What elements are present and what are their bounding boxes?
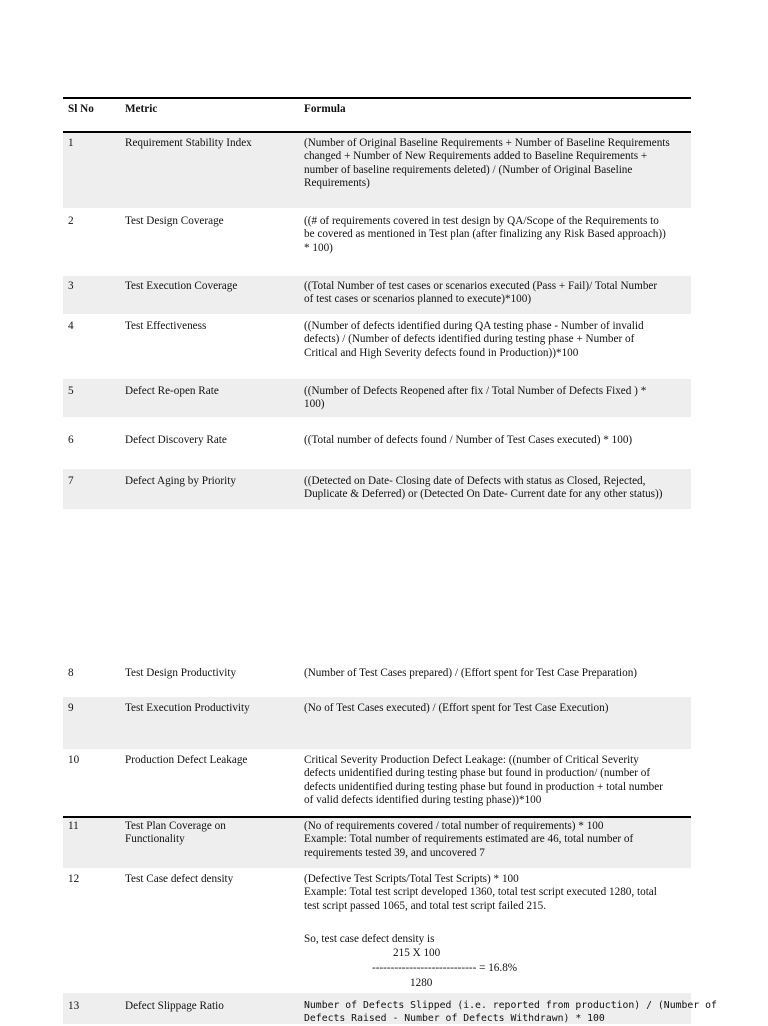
formula-text: (Number of Original Baseline Requirements + Number of Baseline Requirements changed + Number of New Requirements added to Baseline Requirements + number of baseline requirements deleted) / (Number of Original Baseline Requirements) [304, 137, 670, 190]
table-top-rule [63, 97, 691, 99]
header-metric: Metric [125, 103, 158, 115]
formula-text: Number of Defects Slipped (i.e. reported from production) / (Number of Defects Raised - Number of Defects Withdrawn) * 100 [304, 1000, 717, 1025]
header-sl-no: Sl No [68, 103, 94, 115]
row-number: 4 [68, 320, 74, 332]
row-number: 5 [68, 385, 74, 397]
row-number: 9 [68, 702, 74, 714]
calc-intro: So, test case defect density is [304, 933, 435, 945]
metric-name: Test Design Productivity [125, 667, 237, 679]
metric-name: Test Effectiveness [125, 320, 207, 332]
row-number: 3 [68, 280, 74, 292]
formula-text: ((Total Number of test cases or scenarios executed (Pass + Fail)/ Total Number of test cases or scenarios planned to execute)*100) [304, 280, 658, 306]
formula-text: (No of requirements covered / total number of requirements) * 100 Example: Total number of requirements estimated are 46, total number of requirements tested 39, and uncovered 7 [304, 820, 634, 859]
formula-text: Critical Severity Production Defect Leakage: ((number of Critical Severity defects unidentified during testing phase but found in production/ (number of defects unidentified during testing phase but found in production + total number of valid defects identified during testing phase))*100 [304, 754, 663, 807]
metric-name: Requirement Stability Index [125, 137, 252, 149]
metric-name: Production Defect Leakage [125, 754, 248, 766]
formula-text: ((Total number of defects found / Number of Test Cases executed) * 100) [304, 434, 633, 446]
row-number: 13 [68, 1000, 80, 1012]
row-number: 12 [68, 873, 80, 885]
metric-name: Defect Re-open Rate [125, 385, 219, 397]
metric-name: Test Execution Coverage [125, 280, 238, 292]
metric-name: Test Execution Productivity [125, 702, 250, 714]
row-number: 6 [68, 434, 74, 446]
row-number: 1 [68, 137, 74, 149]
formula-text: (Number of Test Cases prepared) / (Effort spent for Test Case Preparation) [304, 667, 638, 679]
calc-division-line: ---------------------------- = 16.8% [372, 962, 518, 974]
metric-name: Defect Slippage Ratio [125, 1000, 224, 1012]
metric-name: Test Plan Coverage on Functionality [125, 820, 226, 846]
row-number: 2 [68, 215, 74, 227]
formula-text: ((Number of defects identified during QA testing phase - Number of invalid defects) / (Number of defects identified during testing phase + Number of Critical and High Severity defects found in Production))*100 [304, 320, 644, 359]
row-number: 7 [68, 475, 74, 487]
metric-name: Test Case defect density [125, 873, 234, 885]
calc-numerator: 215 X 100 [393, 947, 441, 959]
row-number: 10 [68, 754, 80, 766]
formula-text: ((Number of Defects Reopened after fix / Total Number of Defects Fixed ) * 100) [304, 385, 647, 411]
row-number: 8 [68, 667, 74, 679]
row-number: 11 [68, 820, 79, 832]
formula-text: (Defective Test Scripts/Total Test Scripts) * 100 Example: Total test script developed 1360, total test script executed 1280, total test script passed 1065, and total test script failed 215. [304, 873, 657, 912]
formula-text: (No of Test Cases executed) / (Effort spent for Test Case Execution) [304, 702, 609, 714]
metric-name: Defect Discovery Rate [125, 434, 227, 446]
formula-text: ((Detected on Date- Closing date of Defects with status as Closed, Rejected, Duplicate & Deferred) or (Detected On Date- Current date for any other status)) [304, 475, 663, 501]
formula-text: ((# of requirements covered in test design by QA/Scope of the Requirements to be covered as mentioned in Test plan (after finalizing any Risk Based approach)) * 100) [304, 215, 666, 254]
header-formula: Formula [304, 103, 346, 115]
metric-name: Test Design Coverage [125, 215, 224, 227]
calc-denominator: 1280 [410, 977, 433, 989]
metric-name: Defect Aging by Priority [125, 475, 236, 487]
